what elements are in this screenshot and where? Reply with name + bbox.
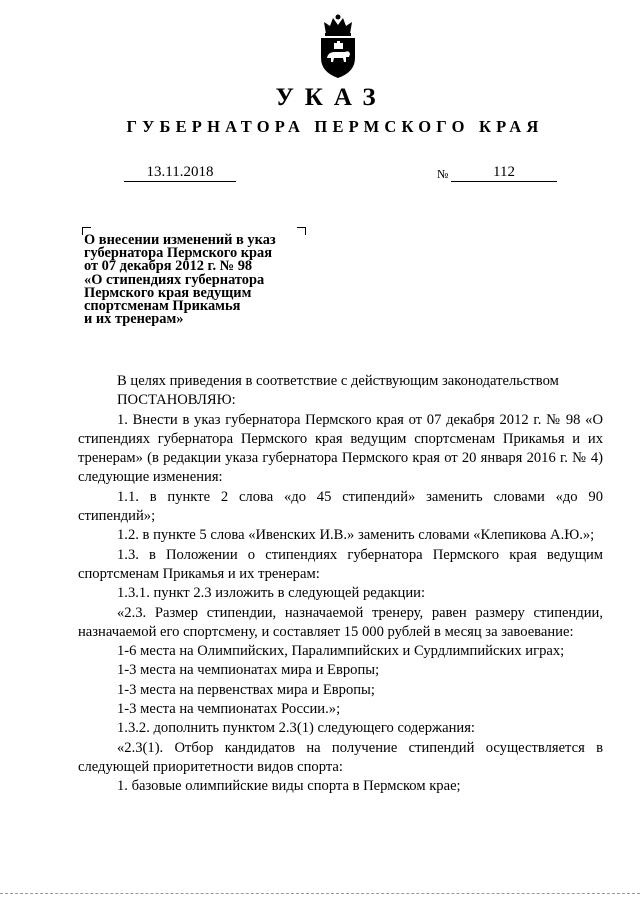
paragraph-item-1-3-1: 1.3.1. пункт 2.3 изложить в следующей редакции: xyxy=(117,585,426,602)
subject-line: «О стипендиях губернатора xyxy=(84,271,265,288)
subject-line: спортсменам Прикамья xyxy=(84,298,241,315)
paragraph-clause-2-3: «2.3. Размер стипендии, назначаемой тренеру, равен размеру стипендии, назначаемой его спортсмену, и составляет 15 000 рублей в месяц за завоевание: xyxy=(78,604,603,640)
document-date: 13.11.2018 xyxy=(124,164,236,182)
paragraph-item-1-3-2: 1.3.2. дополнить пунктом 2.3(1) следующего содержания: xyxy=(117,720,475,737)
perm-krai-coat-of-arms-icon xyxy=(315,14,361,80)
document-number-label: № xyxy=(437,167,449,181)
paragraph-clause-2-3-1: «2.3(1). Отбор кандидатов на получение стипендий осуществляется в следующей приоритетности видов спорта: xyxy=(78,739,603,775)
paragraph-item-1-3: 1.3. в Положении о стипендиях губернатора Пермского края ведущим спортсменам Прикамья и их тренерам: xyxy=(78,546,603,582)
paragraph-list-item: 1-3 места на чемпионатах России.»; xyxy=(117,701,341,718)
document-issuer: ГУБЕРНАТОРА ПЕРМСКОГО КРАЯ xyxy=(126,117,544,136)
subject-line: О внесении изменений в указ xyxy=(84,232,276,248)
subject-line: Пермского края ведущим xyxy=(84,284,252,301)
paragraph-list-item: 1-6 места на Олимпийских, Паралимпийских и Сурдлимпийских играх; xyxy=(117,643,565,660)
paragraph-item-1-2: 1.2. в пункте 5 слова «Ивенских И.В.» заменить словами «Клепикова А.Ю.»; xyxy=(117,527,595,544)
document-title: УКАЗ xyxy=(275,84,387,111)
paragraph-list-item: 1. базовые олимпийские виды спорта в Пермском крае; xyxy=(117,778,461,795)
document-subject xyxy=(84,234,304,326)
scan-edge-line xyxy=(0,893,640,894)
paragraph-list-item: 1-3 места на первенствах мира и Европы; xyxy=(117,681,375,698)
document-body xyxy=(78,372,603,797)
paragraph-list-item: 1-3 места на чемпионатах мира и Европы; xyxy=(117,662,380,679)
subject-line: от 07 декабря 2012 г. № 98 xyxy=(84,258,253,275)
subject-line: и их тренерам» xyxy=(84,311,184,328)
paragraph-item-1: 1. Внести в указ губернатора Пермского края от 07 декабря 2012 г. № 98 «О стипендиях губернатора Пермского края ведущим спортсменам Прикамья и их тренерам» (в редакции указа губернатора Пермского края от 20 января 2016 г. № 4) следующие изменения: xyxy=(78,411,603,486)
paragraph-preamble: В целях приведения в соответствие с действующим законодательством xyxy=(117,373,559,389)
paragraph-item-1-1: 1.1. в пункте 2 слова «до 45 стипендий» заменить словами «до 90 стипендий»; xyxy=(78,488,603,525)
paragraph-resolve: ПОСТАНОВЛЯЮ: xyxy=(117,392,236,409)
document-number: 112 xyxy=(451,164,557,182)
subject-line: губернатора Пермского края xyxy=(84,245,273,262)
